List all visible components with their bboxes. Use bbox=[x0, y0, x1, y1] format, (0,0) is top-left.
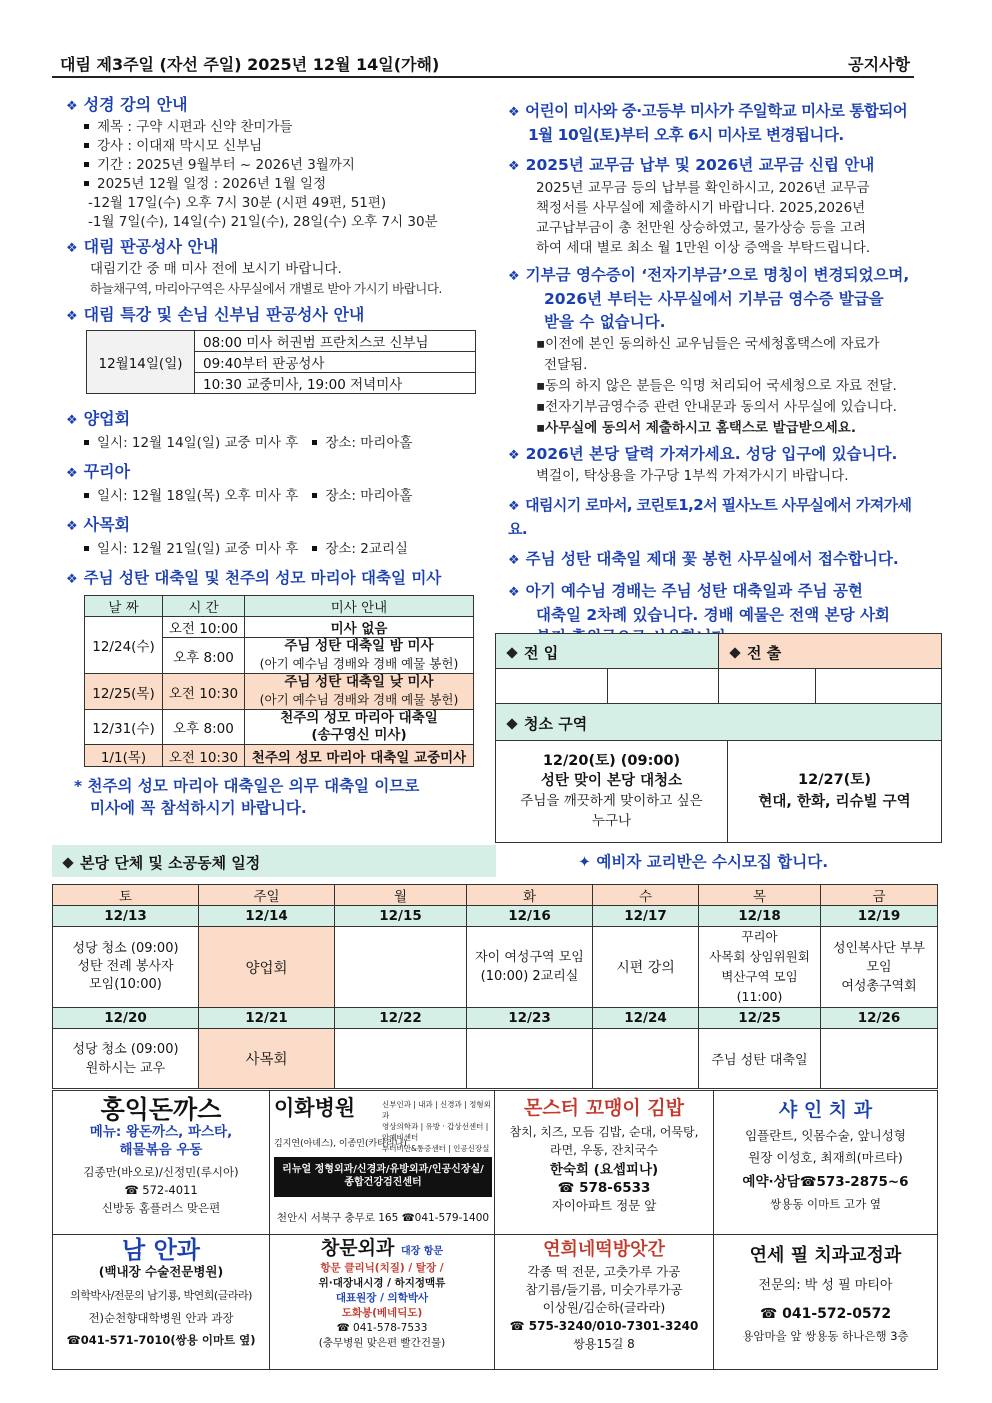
square-bullet-icon bbox=[84, 181, 89, 186]
ad-shine-dental: 샤 인 치 과 임플란트, 잇몸수술, 앞니성형 원장 이성호, 최재희(마르타) 예약·상담☎573-2875~6 쌍용동 이마트 고가 옆 bbox=[713, 1090, 938, 1235]
schedule-title: 본당 단체 및 소공동체 일정 bbox=[52, 845, 496, 877]
cleaning-cell-2: 12/27(토) 현대, 한화, 리슈빌 구역 bbox=[727, 740, 942, 843]
kkuria-title: ❖ 꾸리아 bbox=[66, 462, 131, 481]
bible-title: ❖ 성경 강의 안내 bbox=[66, 95, 188, 114]
header-section: 공지사항 bbox=[848, 55, 910, 74]
xmas-title: ❖ 주님 성탄 대축일 및 천주의 성모 마리아 대축일 미사 bbox=[66, 569, 442, 587]
notice-calendar: ❖ 2026년 본당 달력 가져가세요. 성당 입구에 있습니다. bbox=[508, 445, 898, 463]
notice-dues-title: ❖ 2025년 교무금 납부 및 2026년 교무금 신립 안내 bbox=[508, 156, 875, 174]
obligation-note: * 천주의 성모 마리아 대축일은 의무 대축일 이므로 미사에 꼭 참석하시기 바랍니다. bbox=[74, 777, 420, 817]
square-bullet-icon bbox=[84, 143, 89, 148]
yang-title: ❖ 양업회 bbox=[66, 409, 131, 428]
notice-receipt-title: ❖ 기부금 영수증이 ‘전자기부금’으로 명칭이 변경되었으며, 2026년 부터는 사무실에서 기부금 영수증 발급을 받을 수 없습니다. bbox=[508, 266, 910, 331]
samok-title: ❖ 사목회 bbox=[66, 515, 131, 534]
page-header bbox=[52, 50, 914, 78]
xmas-table: 날 짜 시 간 미사 안내 12/24(수) 오전 10:00 미사 없음 오후 8:00 주님 성탄 대축일 밤 미사 (아기 예수님 경배와 경배 예물 봉헌) 12/25(목) 오전 10:30 주님 성탄 대축일 낮 미사 (아기 예수님 경배와 경배 예물 봉헌) 12/31(수) 오후 8:00 천주의 성모 마리아 대축일 (송구영신 미사) 1/1(목) 오전 10:30 천주의 성모 마리아 대축일 교중미사 bbox=[84, 595, 474, 767]
right-column: ❖ 어린이 미사와 중·고등부 미사가 주일학교 미사로 통합되어 1월 10일(토)부터 오후 6시 미사로 변경됩니다. ❖ 2025년 교무금 납부 및 2026년 교무금 신립 안내 2025년 교무금 등의 납부를 확인하시고, 2026년 교무금 책정서를 사무실에 제출하시기 바랍니다. 2025,2026년 교구납부금이 총 천만원 상승하였고, 물가상승 등을 고려 하여 세대 별로 최소 월 1만원 이상 증액을 부탁드립니다. ❖ 기부금 영수증이 ‘전자기부금’으로 명칭이 변경되었으며, 2026년 부터는 사무실에서 기부금 영수증 발급을 받을 수 없습니다. ▪이전에 본인 동의하신 교우님들은 국세청홈택스에 자료가 전달됨. ▪동의 하지 않은 분들은 익명 처리되어 국세청으로 자료 전달. ▪전자기부금영수증 관련 안내문과 동의서 사무실에 있습니다. ▪사무실에 동의서 제출하시고 홈택스로 발급받으세요. ❖ 2026년 본당 달력 가져가세요. 성당 입구에 있습니다. 벽걸이, 탁상용을 가구당 1부씩 가져가시기 바랍니다. ❖ 대림시기 로마서, 코린토1,2서 필사노트 사무실에서 가져가세요. ❖ 주님 성탄 대축일 제대 꽃 봉헌 사무실에서 접수합니다. ❖ 아기 예수님 경배는 주님 성탄 대축일과 주님 공현 대축일 2차례 있습니다. 경배 예물은 전액 본당 사회 bbox=[508, 100, 930, 648]
square-bullet-icon bbox=[84, 124, 89, 129]
left-column: ❖ 성경 강의 안내 제목 : 구약 시편과 신약 찬미가들 강사 : 이대재 막시모 신부님 기간 : 2025년 9월부터 ~ 2026년 3월까지 2025년 12월 일정 : 2026년 1월 일정 -12월 17일(수) 오후 7시 30분 (시편 49편, 51편) -1월 7일(수), 14일(수) 21일(수), 28일(수) 오후 7시 30분 ❖ 대림 판공성사 안내 대림기간 중 매 미사 전에 보시기 바랍니다. 하늘채구역, 마리아구역은 사무실에서 개별로 받아 가시기 바랍니다. ❖ 대림 특강 및 손님 신부님 판공성사 안내 12월14일(일) 08:00 미사 허권범 프란치스코 신부님 09:40부터 판공성사 10:30 교중미사, 19:00 저녁미사 ❖ 양업회 일시: 12월 14일(일) 교중 미사 후 장소: 마리아홀 ❖ 꾸리아 일시: 12월 18일(목) 오후 미사 후 장소: 마리아홀 ❖ 사목회 일시: 12월 21일(일) 교중 미사 후 장소: 2교리실 ❖ 주님 성탄 대축일 및 천주의 성모 마리아 대축일 미사 날 짜 시 간 미사 안내 12/24(수) 오전 10:00 미사 없음 오후 8:00 주님 성탄 대축일 밤 미사 (아기 예수님 경배와 경배 예물 봉헌) 12/25(목) 오전 10:30 주님 성탄 대축일 낮 미사 (아기 예수님 경배와 경배 예물 봉헌) 12/31(수) 오후 8:00 천주의 성모 마리아 대축일 (송구영신 미사) 1/1(목) 오전 10:30 천주의 성모 마리아 대축일 교중미사 * 천주의 성모 마리아 대축일은 의무 대축일 이므로 미사에 꼭 참석하시기 바랍니다. bbox=[66, 94, 486, 819]
ad-nam-eye-clinic: 남 안과 (백내장 수술전문병원) 의학박사/전문의 남기룡, 박연희(글라라) 전)순천향대학병원 안과 과장 ☎041-571-7010(쌍용 이마트 옆) bbox=[52, 1234, 270, 1370]
diamond-icon: ❖ bbox=[66, 99, 78, 114]
notice-notebook: ❖ 대림시기 로마서, 코린토1,2서 필사노트 사무실에서 가져가세요. bbox=[508, 496, 912, 538]
ad-yeonhee-rice-cake: 연희네떡방앗간 각종 떡 전문, 고춧가루 가공 참기름/들기름, 미숫가루가공 이상원/김순하(글라라) ☎ 575-3240/010-7301-3240 쌍용15길 8 bbox=[494, 1234, 714, 1370]
ad-yonsei-orthodontics: 연세 필 치과교정과 전문의: 박 성 필 마티아 ☎ 041-572-0572 용암마을 앞 쌍용동 하나은행 3층 bbox=[713, 1234, 938, 1370]
square-bullet-icon bbox=[84, 162, 89, 167]
bible-date-dec: -12월 17일(수) 오후 7시 30분 (시편 49편, 51편) bbox=[88, 195, 387, 211]
cleaning-header: 청소 구역 bbox=[495, 703, 942, 741]
transfer-out-header: 전 출 bbox=[718, 633, 942, 669]
special-title: ❖ 대림 특강 및 손님 신부님 판공성사 안내 bbox=[66, 305, 365, 324]
transfer-in-header: 전 입 bbox=[495, 633, 719, 669]
schedule-table: 토 주일 월 화 수 목 금 12/13 12/14 12/15 12/16 12/17 12/18 12/19 성당 청소 (09:00) 성탄 전례 봉사자 모임(10:00) 양업회 자이 여성구역 모임 (10:00) 2교리실 시편 강의 꾸리아 사목회 상임위원회 벽산구역 모임(11:00) 성인복사단 부부 모임 여성총구역회 12/20 12/21 12/22 12/23 12/24 12/25 12/26 성당 청소 (09:00) 원하시는 교우 사목회 주님 성탄 대축일 bbox=[52, 884, 938, 1089]
confession-title: ❖ 대림 판공성사 안내 bbox=[66, 237, 219, 256]
ad-ewha-hospital: 이화병원 신부인과 | 내과 | 신경과 | 정형외과 영상의학과 | 유방 · 갑상선센터 | 암예비센터 부터비만&통증센터 | 인공신장실 김지연(아녜스), 이종민(카타리나) 리뉴얼 정형외과/신경과/유방외과/인공신장실/종합건강검진센터 천안시 서북구 충무로 165 ☎041-579-1400 bbox=[269, 1090, 495, 1235]
notice-dues-body: 2025년 교무금 등의 납부를 확인하시고, 2026년 교무금 책정서를 사무실에 제출하시기 바랍니다. 2025,2026년 교구납부금이 총 천만원 상승하였고, 물가상승 등을 고려 하여 세대 별로 최소 월 1만원 이상 증액을 부탁드립니다. bbox=[536, 180, 871, 256]
notice-receipt-body: ▪이전에 본인 동의하신 교우님들은 국세청홈택스에 자료가 전달됨. ▪동의 하지 않은 분들은 익명 처리되어 국세청으로 자료 전달. ▪전자기부금영수증 관련 안내문과 동의서 사무실에 있습니다. ▪사무실에 동의서 제출하시고 홈택스로 발급받으세요. bbox=[536, 336, 897, 436]
ad-monster-kimbap: 몬스터 꼬맹이 김밥 참치, 치즈, 모듬 김밥, 순대, 어묵탕, 라면, 우동, 잔치국수 한숙희 (요셉피나) ☎ 578-6533 자이아파트 정문 앞 bbox=[494, 1090, 714, 1235]
catechumen-notice: ✦ 예비자 교리반은 수시모집 합니다. bbox=[578, 853, 829, 871]
ad-hongik-donkatsu: 홍익돈까스 메뉴: 왕돈까스, 파스타, 해물볶음 우동 김종만(바오로)/신정민(루시아) ☎ 572-4011 신방동 홈플러스 맞은편 bbox=[52, 1090, 270, 1235]
cleaning-cell-1: 12/20(토) (09:00) 성탄 맞이 본당 대청소 주님을 깨끗하게 맞이하고 싶은 누구나 bbox=[495, 740, 728, 843]
notice-flowers: ❖ 주님 성탄 대축일 제대 꽃 봉헌 사무실에서 접수합니다. bbox=[508, 550, 899, 568]
ad-changmun-surgery: 창문외과 대장 항문 항문 클리닉(치질) / 탈장 / 위·대장내시경 / 하지정맥류 대표원장 / 의학박사 도화봉(베네딕도) ☎ 041-578-7533 (충무병원 맞은편 빨간건물) bbox=[269, 1234, 495, 1370]
notice-mass-change: ❖ 어린이 미사와 중·고등부 미사가 주일학교 미사로 통합되어 1월 10일(토)부터 오후 6시 미사로 변경됩니다. bbox=[508, 102, 908, 144]
notice-offering: ❖ 아기 예수님 경배는 주님 성탄 대축일과 주님 공현 대축일 2차례 있습니다. 경배 예물은 전액 본당 사회 bbox=[508, 582, 890, 624]
special-table: 12월14일(일) 08:00 미사 허권범 프란치스코 신부님 09:40부터 판공성사 10:30 교중미사, 19:00 저녁미사 bbox=[86, 330, 476, 394]
bible-date-jan: -1월 7일(수), 14일(수) 21일(수), 28일(수) 오후 7시 30분 bbox=[88, 214, 438, 230]
transfer-box bbox=[495, 633, 942, 843]
header-title: 대림 제3주일 (자선 주일) 2025년 12월 14일(가해) bbox=[60, 55, 440, 74]
